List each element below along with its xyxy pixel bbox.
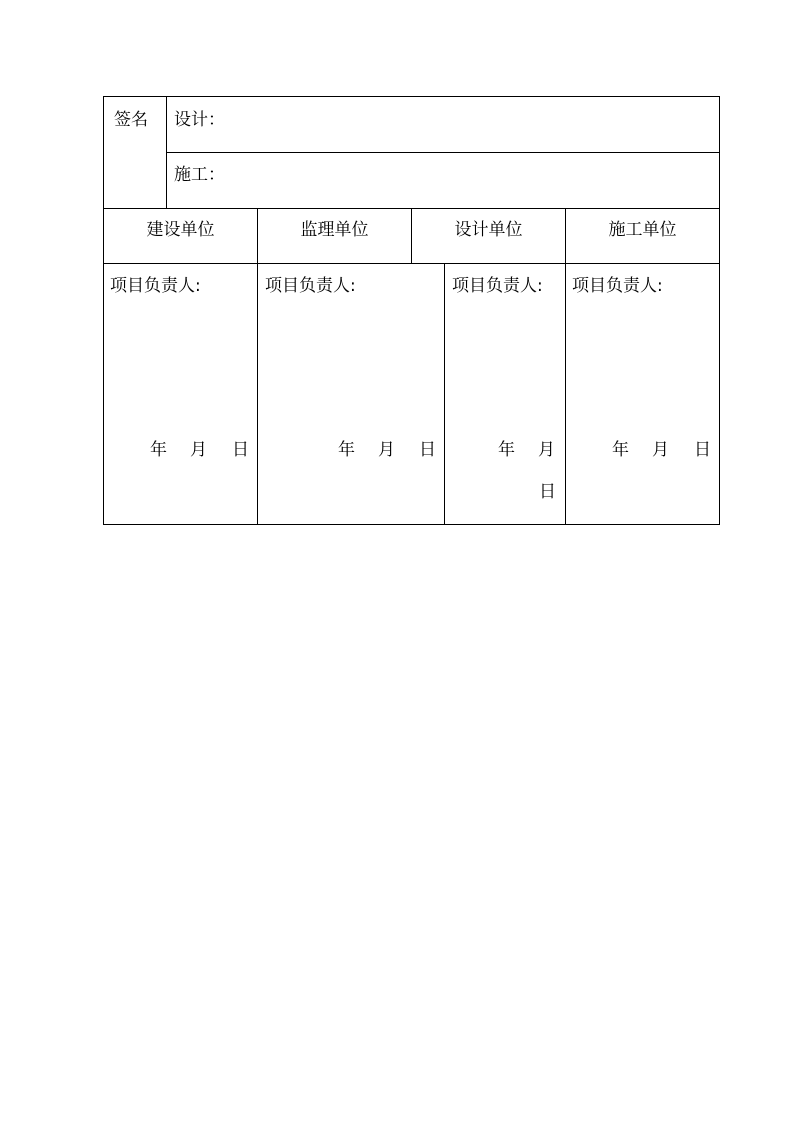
date-day: 日	[539, 482, 556, 502]
responsible-label-designer: 项目负责人:	[452, 276, 543, 296]
date-year: 年	[338, 440, 355, 460]
date-year: 年	[498, 440, 515, 460]
design-signature-label: 设计：	[174, 110, 225, 130]
date-month: 月	[190, 440, 207, 460]
responsible-label-owner: 项目负责人:	[110, 276, 201, 296]
date-month: 月	[538, 440, 555, 460]
table-border-top	[103, 96, 720, 97]
unit-header-owner: 建设单位	[146, 220, 215, 240]
table-rule-body-col2	[444, 263, 445, 525]
responsible-label-supervisor: 项目负责人:	[265, 276, 356, 296]
date-day: 日	[232, 440, 249, 460]
unit-header-designer: 设计单位	[454, 220, 523, 240]
date-day: 日	[419, 440, 436, 460]
table-rule-body-col1	[257, 263, 258, 525]
date-month: 月	[378, 440, 395, 460]
unit-header-contractor: 施工单位	[608, 220, 677, 240]
table-border-left	[103, 96, 104, 525]
signature-label: 签名	[114, 110, 148, 130]
date-year: 年	[150, 440, 167, 460]
table-rule-body-col3	[565, 263, 566, 525]
table-border-bottom	[103, 524, 720, 525]
table-rule-signature-label	[166, 96, 167, 208]
date-day: 日	[694, 440, 711, 460]
table-rule-design-bottom	[166, 152, 720, 153]
unit-header-supervisor: 监理单位	[300, 220, 369, 240]
date-year: 年	[612, 440, 629, 460]
construction-signature-label: 施工：	[174, 165, 225, 185]
responsible-label-contractor: 项目负责人:	[572, 276, 663, 296]
date-month: 月	[652, 440, 669, 460]
table-border-right	[719, 96, 720, 525]
